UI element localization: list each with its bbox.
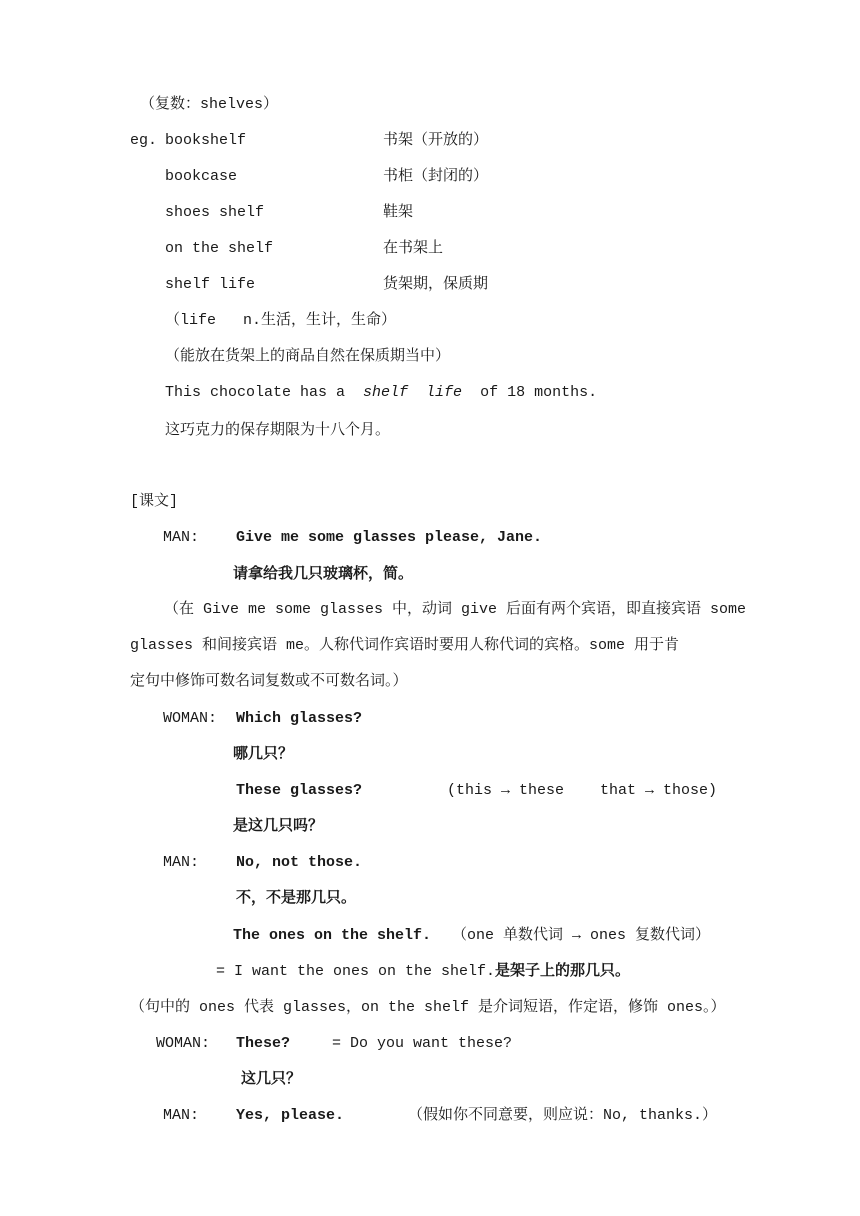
utterance: Which glasses? [236,710,363,727]
eg-label: eg. [130,132,158,149]
equivalent-sentence: = Do you want these? [332,1035,513,1052]
grammar-note: 定句中修饰可数名词复数或不可数名词。） [130,673,408,690]
speaker-man: MAN: [163,529,200,546]
translation: 是这几只吗？ [233,818,324,835]
utterance: These? [236,1035,291,1052]
vocab-term: shoes shelf [165,204,265,221]
life-note: （life n.生活，生计，生命） [165,312,397,329]
plural-note: （复数：shelves） [140,96,279,113]
speaker-man: MAN: [163,854,200,871]
utterance: These glasses? [236,782,363,799]
utterance: The ones on the shelf. [233,927,432,944]
example-post: of 18 months. [471,384,598,401]
grammar-note: glasses 和间接宾语 me。人称代词作宾语时要用人称代词的宾格。some 用于肯 [130,637,680,654]
vocab-row [165,166,489,188]
vocab-meaning: 在书架上 [383,240,444,257]
speaker-woman: WOMAN: [163,710,218,727]
vocab-row [165,238,444,260]
vocab-term: bookshelf [165,132,247,149]
grammar-note: （在 Give me some glasses 中，动词 give 后面有两个宾语，即直接宾语 some [164,601,747,618]
example-sentence [165,382,597,404]
goods-note: （能放在货架上的商品自然在保质期当中） [165,348,451,365]
pronoun-note: (this → these that → those) [447,782,718,799]
vocab-term: on the shelf [165,240,274,257]
example-translation: 这巧克力的保存期限为十八个月。 [165,422,391,439]
vocab-meaning: 书柜（封闭的） [383,168,489,185]
speaker-man: MAN: [163,1107,200,1124]
vocab-row [130,130,489,152]
vocab-term: shelf life [165,276,256,293]
utterance: Yes, please. [236,1107,345,1124]
grammar-note: （句中的 ones 代表 glasses，on the shelf 是介词短语，作定语，修饰 ones。） [130,999,726,1016]
translation: 哪几只？ [233,746,294,763]
vocab-meaning: 货架期，保质期 [383,276,489,293]
pronoun-note: （one 单数代词 → ones 复数代词） [452,927,711,944]
example-pre: This chocolate has a [165,384,355,401]
translation: 这几只？ [241,1071,302,1088]
equivalent-sentence: = I want the ones on the shelf. [216,963,496,980]
vocab-row [165,202,414,224]
translation: 是架子上的那几只。 [495,963,631,980]
vocab-meaning: 鞋架 [383,204,414,221]
vocab-term: bookcase [165,168,238,185]
vocab-meaning: 书架（开放的） [383,132,489,149]
section-heading: [课文] [130,493,179,510]
utterance: Give me some glasses please, Jane. [236,529,543,546]
utterance: No, not those. [236,854,363,871]
usage-note: （假如你不同意要，则应说：No, thanks.） [408,1107,718,1124]
translation: 请拿给我几只玻璃杯，简。 [233,566,414,583]
vocab-row [165,274,489,296]
translation: 不，不是那几只。 [236,890,357,907]
example-italic: shelf life [363,384,463,401]
speaker-woman: WOMAN: [156,1035,211,1052]
